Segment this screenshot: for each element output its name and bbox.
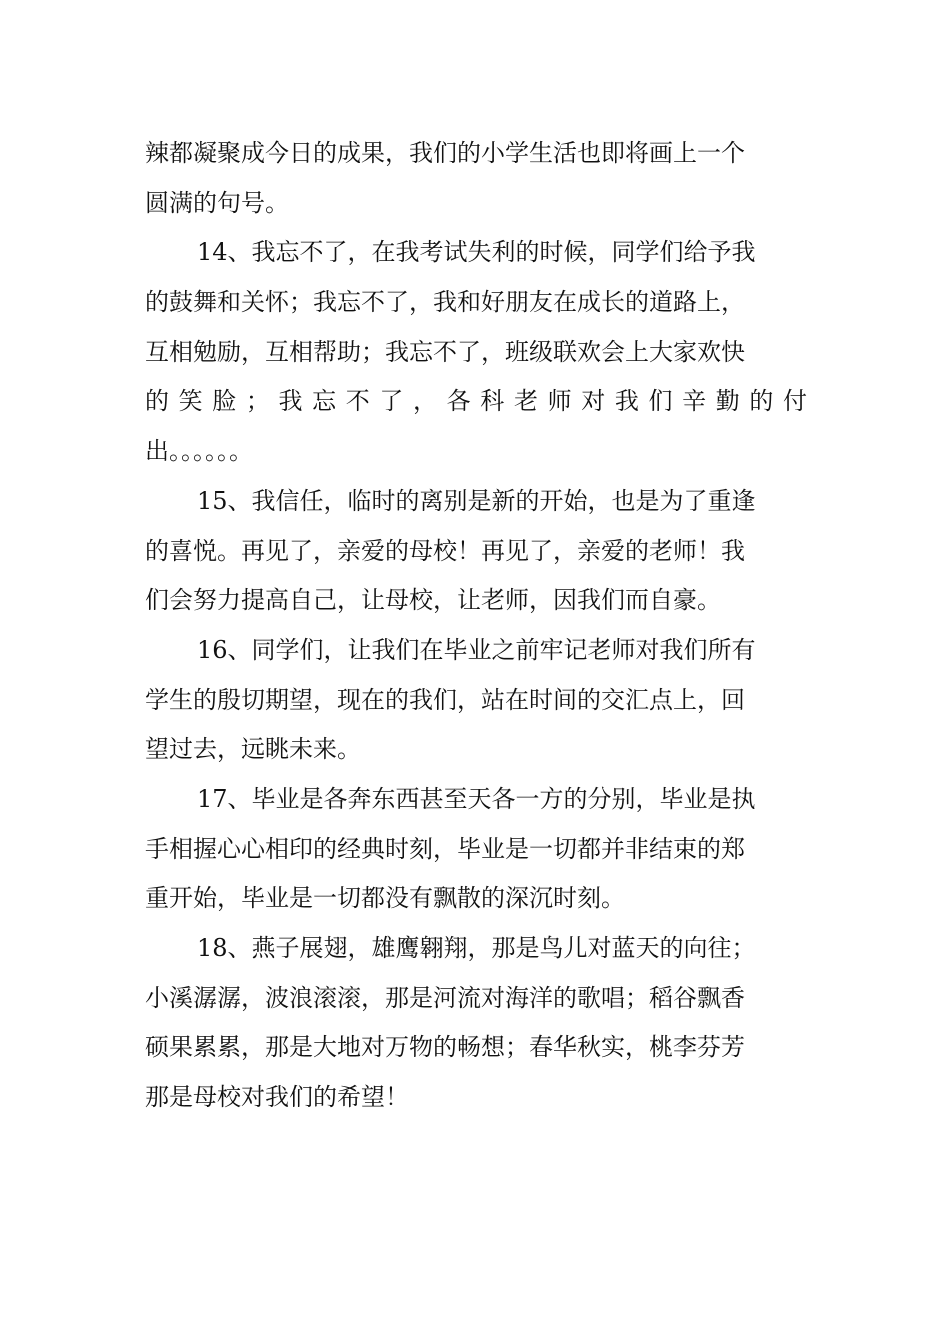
text-line: 小溪潺潺，波浪滚滚，那是河流对海洋的歌唱；稻谷飘香	[145, 983, 745, 1012]
text-line: 硕果累累，那是大地对万物的畅想；春华秋实，桃李芬芳	[145, 1033, 745, 1062]
text-line: 那是母校对我们的希望！	[145, 1083, 409, 1112]
paragraph-16-start: 16、同学们，让我们在毕业之前牢记老师对我们所有	[197, 635, 756, 664]
text-line: 圆满的句号。	[145, 188, 289, 217]
text-line: 出。。。。。。	[145, 437, 253, 466]
paragraph-14-start: 14、我忘不了，在我考试失利的时候，同学们给予我	[197, 238, 756, 267]
document-body	[145, 129, 807, 1123]
text-line: 的 笑 脸 ； 我 忘 不 了 ， 各 科 老 师 对 我 们 辛 勤 的 付	[145, 387, 807, 416]
text-line: 手相握心心相印的经典时刻，毕业是一切都并非结束的郑	[145, 834, 745, 863]
text-line: 学生的殷切期望，现在的我们，站在时间的交汇点上，回	[145, 685, 745, 714]
text-line: 重开始，毕业是一切都没有飘散的深沉时刻。	[145, 884, 625, 913]
text-line: 的鼓舞和关怀；我忘不了，我和好朋友在成长的道路上，	[145, 288, 745, 317]
paragraph-18-start: 18、燕子展翅，雄鹰翱翔，那是鸟儿对蓝天的向往；	[197, 934, 756, 962]
text-line: 辣都凝聚成今日的成果，我们的小学生活也即将画上一个	[145, 139, 745, 167]
text-line: 互相勉励，互相帮助；我忘不了，班级联欢会上大家欢快	[145, 337, 745, 366]
text-line: 望过去，远眺未来。	[145, 735, 361, 764]
text-line: 的喜悦。再见了，亲爱的母校！再见了，亲爱的老师！我	[145, 536, 745, 565]
paragraph-17-start: 17、毕业是各奔东西甚至天各一方的分别，毕业是执	[197, 784, 756, 813]
paragraph-15-start: 15、我信任，临时的离别是新的开始，也是为了重逢	[197, 486, 756, 515]
text-line: 们会努力提高自己，让母校，让老师，因我们而自豪。	[145, 586, 721, 615]
